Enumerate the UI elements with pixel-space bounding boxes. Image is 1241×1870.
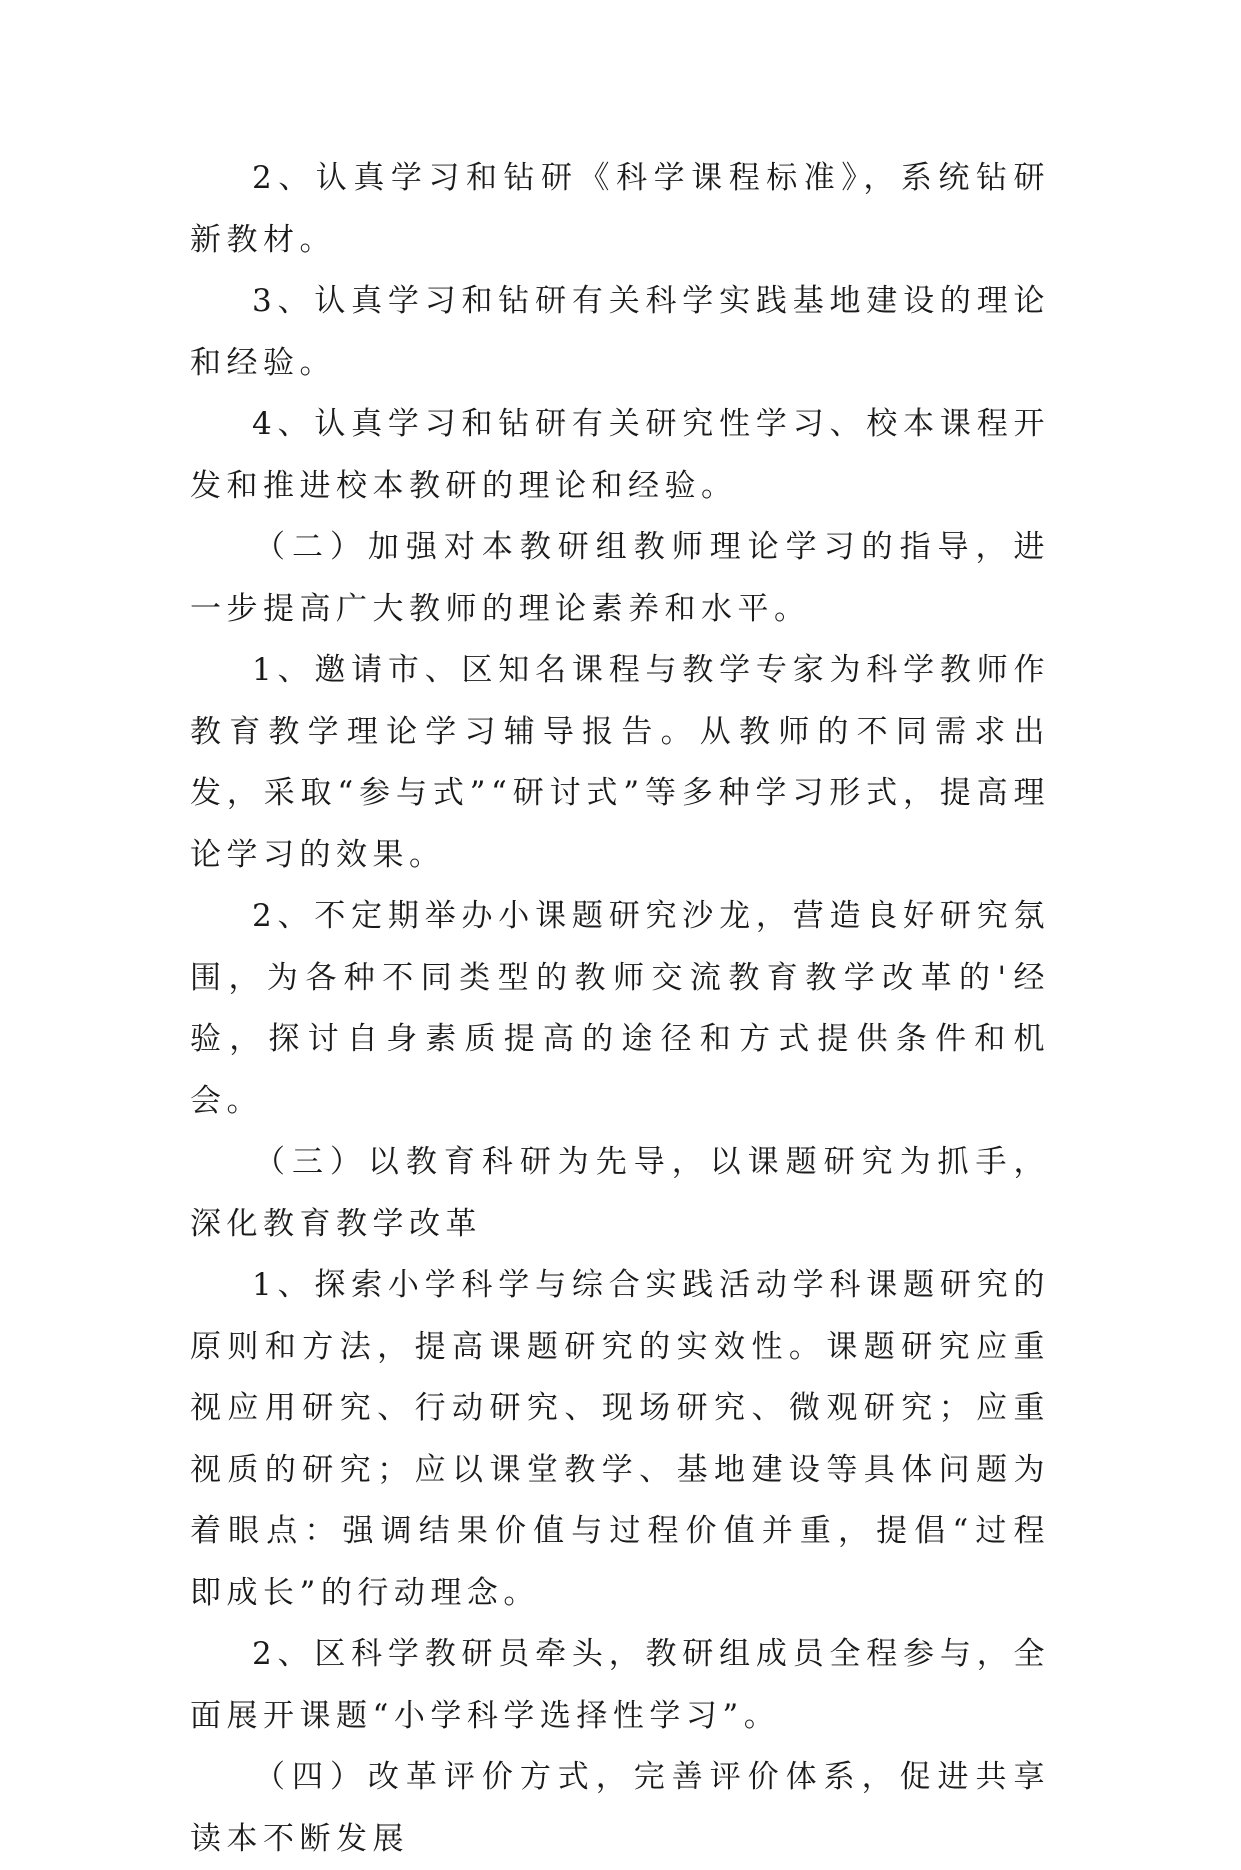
paragraph-explore-research-methods: 1、探索小学科学与综合实践活动学科课题研究的原则和方法，提高课题研究的实效性。课题研究应重视应用研究、行动研究、现场研究、微观研究；应重视质的研究；应以课堂教学、基地建设等具体问题为着眼点：强调结果价值与过程价值并重，提倡“过程即成长”的行动理念。 — [190, 1267, 1050, 1611]
section-heading-two: （二）加强对本教研组教师理论学习的指导，进一步提高广大教师的理论素养和水平。 — [190, 529, 1050, 627]
paragraph-practice-base-theory: 3、认真学习和钻研有关科学实践基地建设的理论和经验。 — [190, 283, 1050, 381]
section-heading-three: （三）以教育科研为先导，以课题研究为抓手，深化教育教学改革 — [190, 1144, 1050, 1242]
paragraph-study-curriculum-standard: 2、认真学习和钻研《科学课程标准》，系统钻研新教材。 — [190, 160, 1050, 258]
paragraph-project-launch: 2、区科学教研员牵头，教研组成员全程参与，全面展开课题“小学科学选择性学习”。 — [190, 1636, 1050, 1734]
paragraph-research-learning: 4、认真学习和钻研有关研究性学习、校本课程开发和推进校本教研的理论和经验。 — [190, 406, 1050, 504]
paragraph-expert-lectures: 1、邀请市、区知名课程与教学专家为科学教师作教育教学理论学习辅导报告。从教师的不同需求出发，采取“参与式”“研讨式”等多种学习形式，提高理论学习的效果。 — [190, 652, 1050, 873]
document-page — [190, 148, 1050, 1870]
section-heading-four: （四）改革评价方式，完善评价体系，促进共享读本不断发展 — [190, 1759, 1050, 1857]
paragraph-salon: 2、不定期举办小课题研究沙龙，营造良好研究氛围，为各种不同类型的教师交流教育教学改革的'经验，探讨自身素质提高的途径和方式提供条件和机会。 — [190, 898, 1050, 1119]
